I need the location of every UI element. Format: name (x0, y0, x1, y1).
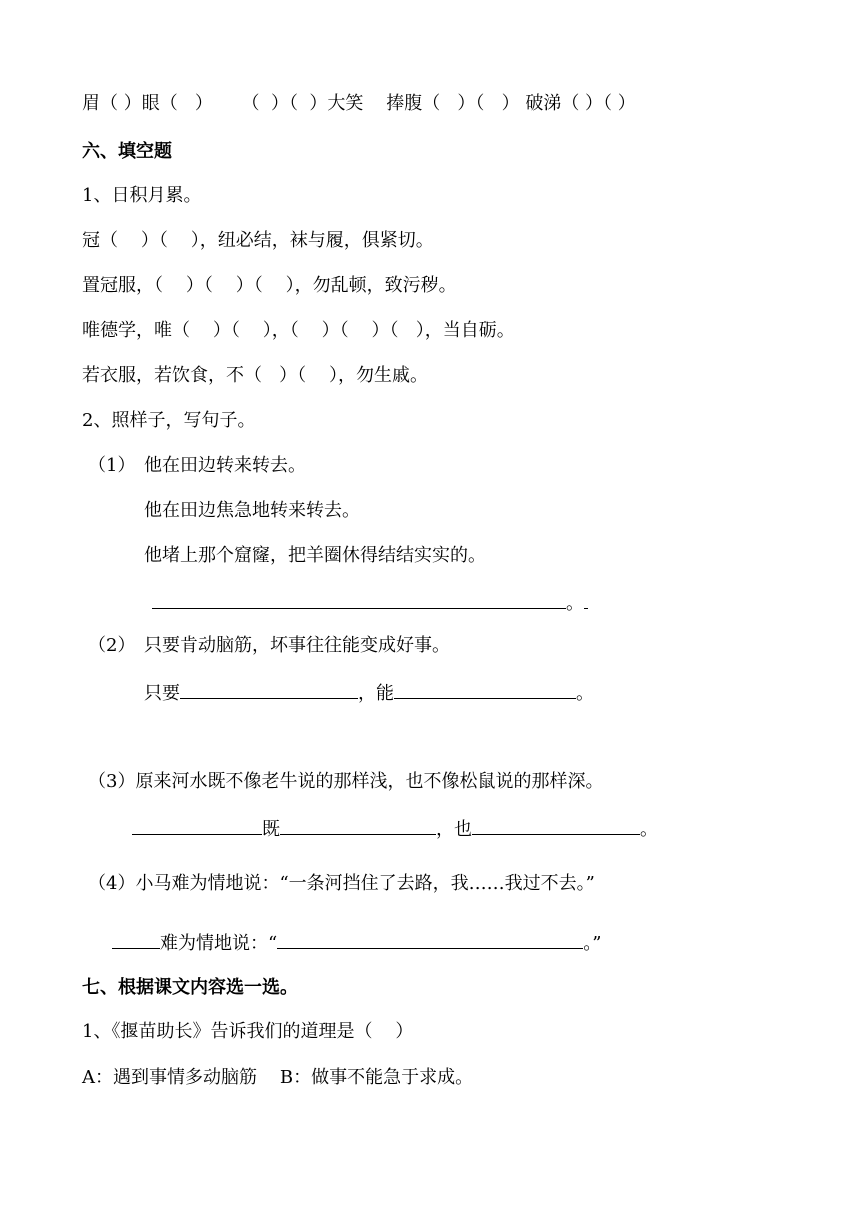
sentence-1-task: 他堵上那个窟窿，把羊圈休得结结实实的。 (144, 545, 486, 566)
answer-blank[interactable] (472, 816, 640, 835)
dizigui-line-4: 若衣服，若饮食，不（ ）（ ），勿生戚。 (82, 365, 429, 386)
sentence-3-answer-line (132, 816, 658, 842)
dizigui-line-3: 唯德学，唯（ ）（ ），（ ）（ ）（ ），当自砺。 (82, 320, 515, 341)
section-six-title: 六、填空题 (82, 141, 172, 162)
section-seven-title: 七、根据课文内容选一选。 (82, 977, 298, 998)
dizigui-line-2: 置冠服，（ ）（ ）（ ），勿乱顿，致污秽。 (82, 275, 457, 296)
sentence-1-period: 。 (566, 593, 584, 614)
sentence-2-middle: ，能 (358, 683, 394, 704)
answer-blank[interactable] (152, 590, 566, 609)
sentence-1-example: 他在田边转来转去。 (144, 455, 306, 476)
sentence-4-answer-line (112, 930, 601, 956)
sentence-2-answer-line (144, 680, 594, 706)
sentence-3-middle-1: 既 (262, 819, 280, 840)
question-7-1: 1、《揠苗助长》告诉我们的道理是（ ） (82, 1021, 414, 1042)
idiom-fill-line: 眉（ ）眼（ ） （ ）（ ）大笑 捧腹（ ）（ ） 破涕（ ）（ ） (82, 93, 636, 114)
question-7-1-options: A：遇到事情多动脑筋 B：做事不能急于求成。 (82, 1067, 474, 1088)
sentence-4-end: 。” (583, 933, 602, 954)
answer-blank[interactable] (280, 816, 436, 835)
sentence-2-period: 。 (576, 683, 594, 704)
answer-blank-tail (584, 590, 588, 609)
answer-blank[interactable] (277, 930, 583, 949)
dizigui-line-1: 冠（ ）（ ），纽必结，袜与履，俱紧切。 (82, 230, 434, 251)
sentence-1-example-expanded: 他在田边焦急地转来转去。 (144, 500, 360, 521)
sentence-2-example: 只要肯动脑筋，坏事往往能变成好事。 (144, 635, 450, 656)
answer-blank[interactable] (394, 680, 576, 699)
sentence-4-middle: 难为情地说：“ (160, 933, 278, 954)
sentence-2-number: （2） (88, 635, 136, 656)
answer-blank[interactable] (112, 930, 160, 949)
sentence-3-example: （3）原来河水既不像老牛说的那样浅，也不像松鼠说的那样深。 (88, 771, 604, 792)
sentence-3-period: 。 (640, 819, 658, 840)
sentence-4-example: （4）小马难为情地说：“一条河挡住了去路，我……我过不去。” (88, 873, 595, 894)
question-2-title: 2、照样子，写句子。 (82, 410, 256, 431)
answer-blank[interactable] (132, 816, 262, 835)
sentence-1-answer-line[interactable] (152, 590, 588, 616)
sentence-1-number: （1） (88, 455, 136, 476)
sentence-3-middle-2: ，也 (436, 819, 472, 840)
sentence-2-prefix: 只要 (144, 683, 180, 704)
answer-blank[interactable] (180, 680, 358, 699)
question-1-title: 1、日积月累。 (82, 185, 202, 206)
